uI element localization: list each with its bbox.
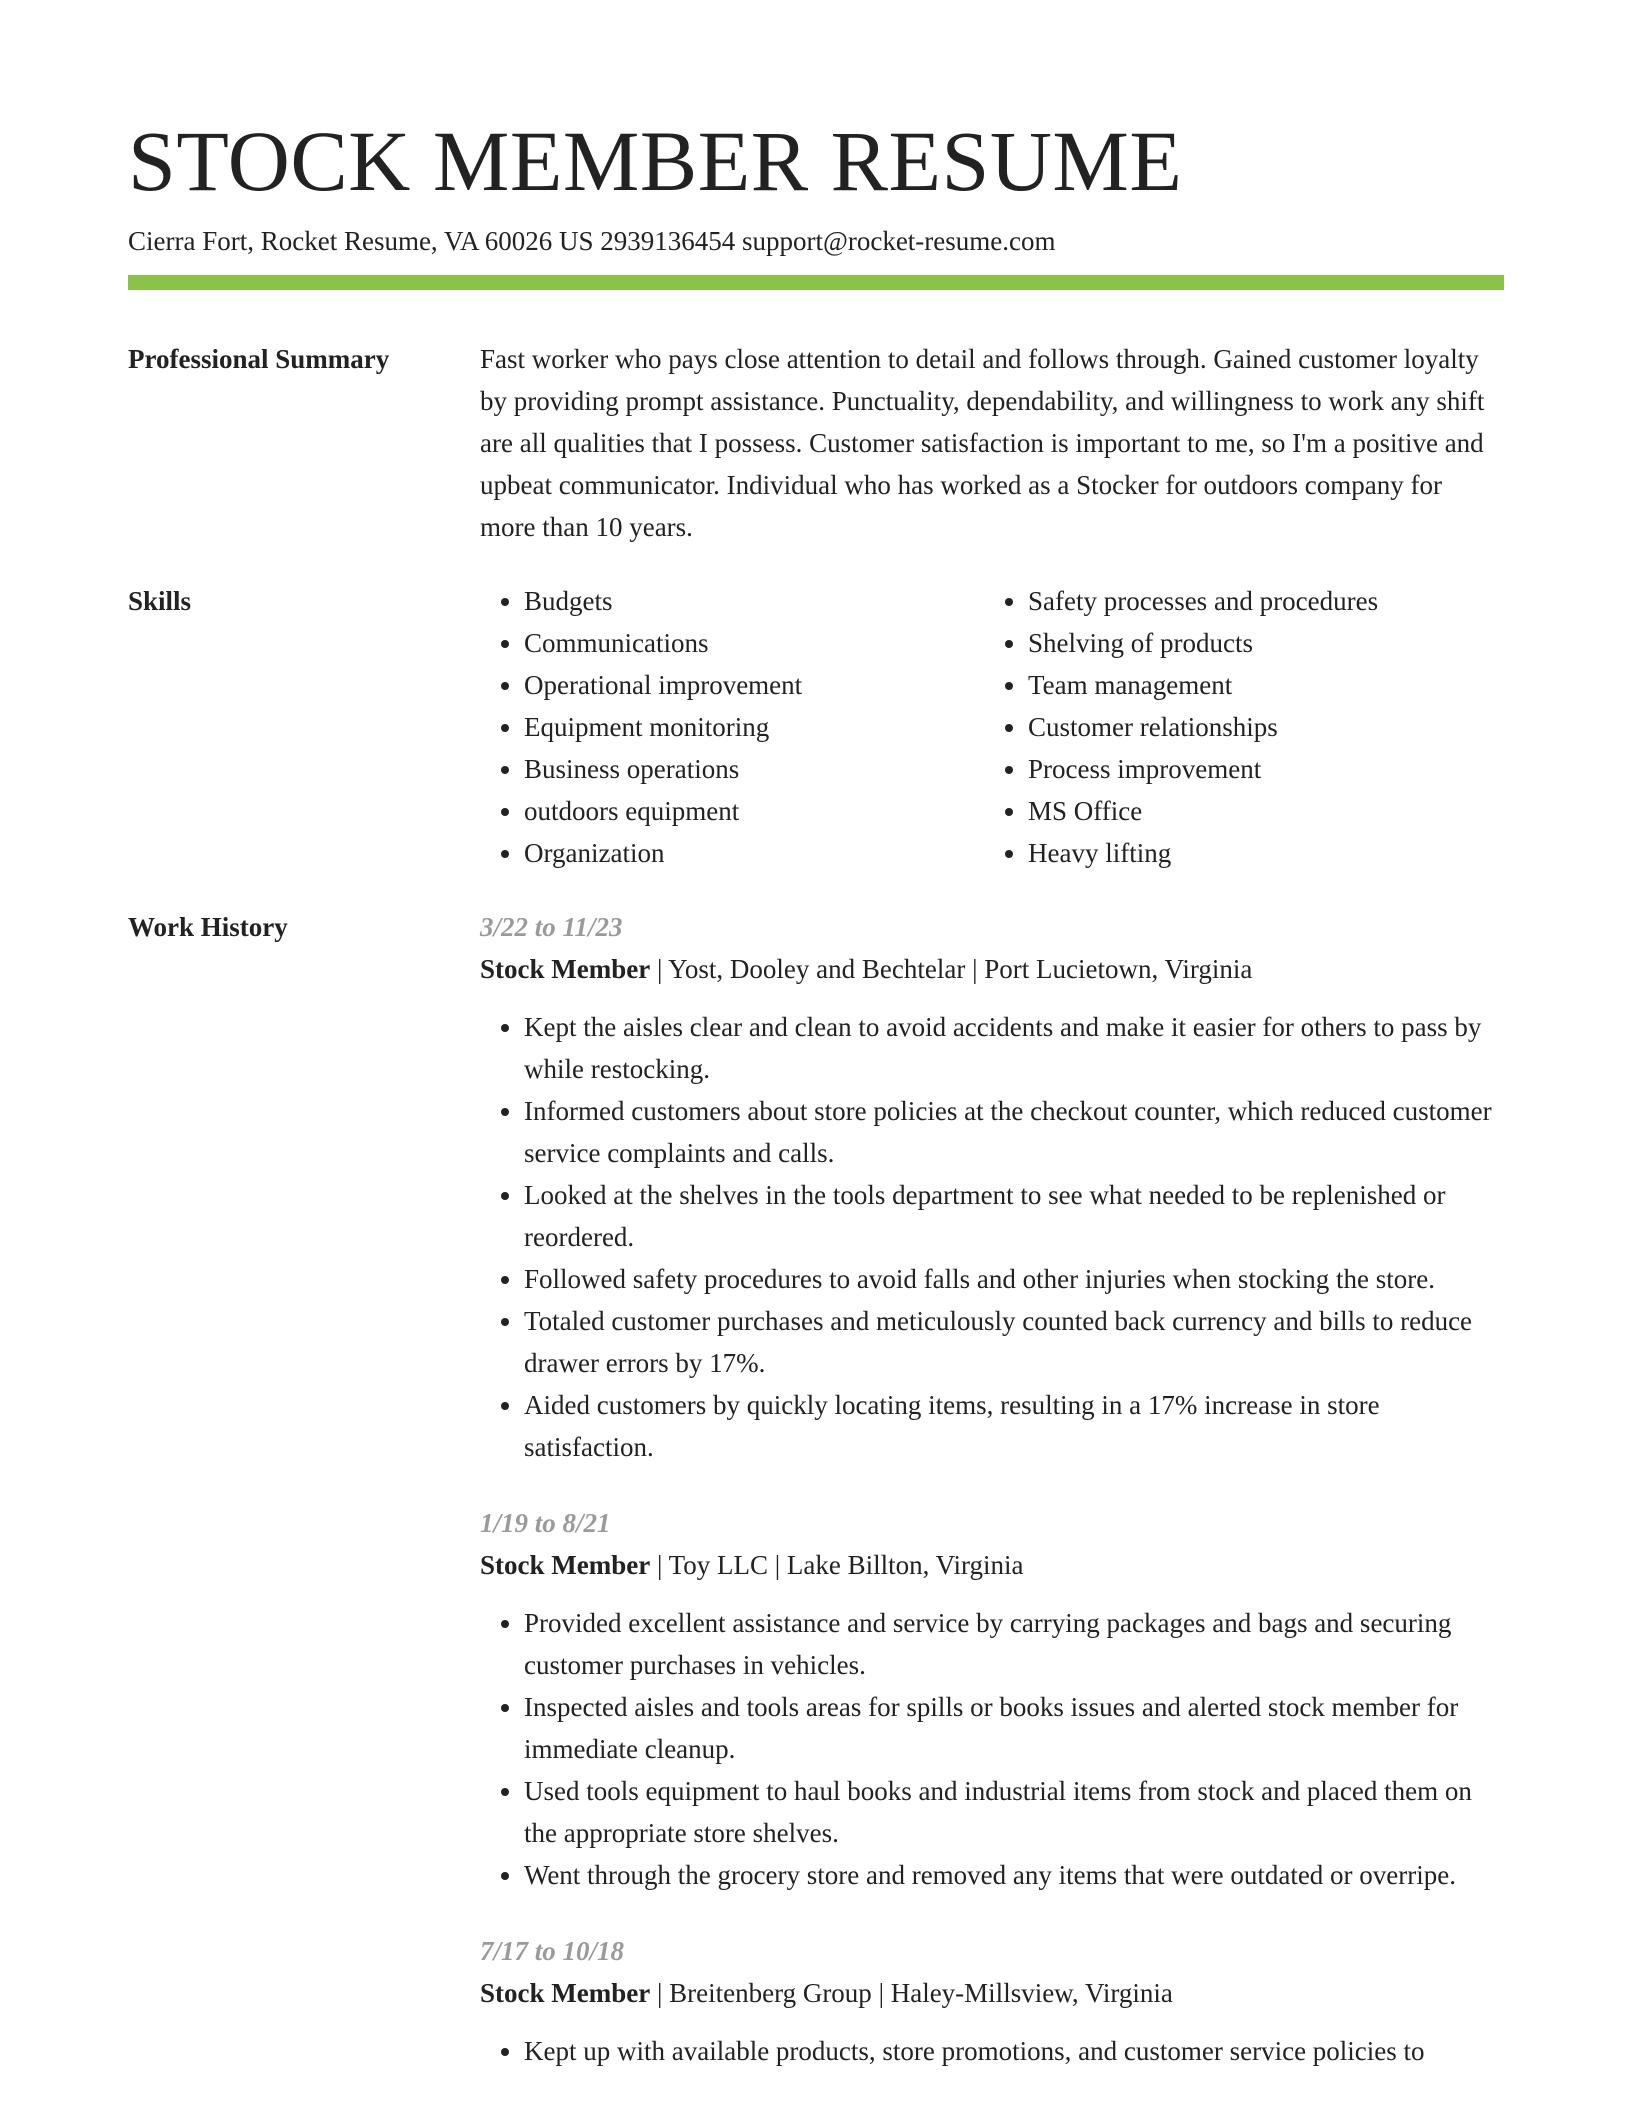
job-bullet: • Followed safety procedures to avoid falls and other injuries when stocking the store. [524,1258,1504,1300]
job-bullet: • Kept up with available products, store promotions, and customer service policies to [524,2030,1504,2072]
job-bullet: • Inspected aisles and tools areas for spills or books issues and alerted stock member for immediate cleanup. [524,1686,1504,1770]
job-bullet: • Totaled customer purchases and meticulously counted back currency and bills to reduce drawer errors by 17%. [524,1300,1504,1384]
job-entry [480,1930,1504,2072]
skill-item: • Shelving of products [1028,622,1488,664]
work-history-section [128,906,1504,2106]
job-bullet-list [480,1006,1504,1468]
skill-item: • Safety processes and procedures [1028,580,1488,622]
summary-section [128,338,1504,548]
job-bullet: • Informed customers about store policies at the checkout counter, which reduced customer service complaints and calls. [524,1090,1504,1174]
skill-item: • Organization [524,832,984,874]
resume-title: STOCK MEMBER RESUME [128,113,1183,209]
skills-columns [480,580,1504,874]
job-bullet: • Provided excellent assistance and service by carrying packages and bags and securing customer purchases in vehicles. [524,1602,1504,1686]
accent-divider [128,275,1504,290]
job-company: Yost, Dooley and Bechtelar [668,954,966,985]
job-bullet: • Aided customers by quickly locating items, resulting in a 17% increase in store satisfaction. [524,1384,1504,1468]
summary-text: Fast worker who pays close attention to detail and follows through. Gained customer loyalty by providing prompt assistance. Punctuality, dependability, and willingness to work any shift are all qualities that I possess. Customer satisfaction is important to me, so I'm a positive and upbeat communicator. Individual who has worked as a Stocker for outdoors company for more than 10 years. [480,344,1485,543]
skill-item: • Budgets [524,580,984,622]
summary-heading: Professional Summary [128,344,390,375]
job-heading-line [480,948,1504,990]
job-entry [480,1502,1504,1896]
skills-body [480,580,1504,874]
job-company: Breitenberg Group [669,1978,872,2009]
skill-item: • Customer relationships [1028,706,1488,748]
contact-line: Cierra Fort, Rocket Resume, VA 60026 US 2939136454 support@rocket-resume.com [128,226,1056,256]
job-bullet-list [480,2030,1504,2072]
job-separator: | [871,1978,891,2009]
job-heading-line [480,1544,1504,1586]
skill-item: • Equipment monitoring [524,706,984,748]
skill-item: • Operational improvement [524,664,984,706]
job-dates: 7/17 to 10/18 [480,1936,625,1967]
job-bullet: • Went through the grocery store and removed any items that were outdated or overripe. [524,1854,1504,1896]
skills-heading: Skills [128,586,192,617]
skill-item: • Communications [524,622,984,664]
job-separator: | [650,1978,670,2009]
job-title: Stock Member [480,954,651,985]
skills-section [128,580,1504,874]
job-separator: | [650,1550,669,1581]
work-history-body [480,906,1504,2106]
job-dates: 1/19 to 8/21 [480,1508,611,1539]
job-bullet-list [480,1602,1504,1896]
skill-item: • Business operations [524,748,984,790]
job-location: Port Lucietown, Virginia [984,954,1253,985]
job-separator: | [767,1550,787,1581]
job-dates: 3/22 to 11/23 [480,912,623,943]
job-location: Lake Billton, Virginia [786,1550,1024,1581]
skill-item: • Team management [1028,664,1488,706]
skill-item: • Process improvement [1028,748,1488,790]
job-separator: | [650,954,669,985]
job-heading-line [480,1972,1504,2014]
job-separator: | [965,954,985,985]
job-bullet: • Used tools equipment to haul books and industrial items from stock and placed them on the appropriate store shelves. [524,1770,1504,1854]
job-bullet: • Looked at the shelves in the tools department to see what needed to be replenished or reordered. [524,1174,1504,1258]
job-location: Haley-Millsview, Virginia [890,1978,1173,2009]
job-title: Stock Member [480,1550,651,1581]
job-bullet: • Kept the aisles clear and clean to avoid accidents and make it easier for others to pass by while restocking. [524,1006,1504,1090]
job-entry [480,906,1504,1468]
skill-item: • outdoors equipment [524,790,984,832]
skill-item: • MS Office [1028,790,1488,832]
job-company: Toy LLC [668,1550,768,1581]
skills-list-right [984,580,1488,874]
skills-list-left [480,580,984,874]
skill-item: • Heavy lifting [1028,832,1488,874]
job-title: Stock Member [480,1978,651,2009]
work-history-heading: Work History [128,912,288,943]
